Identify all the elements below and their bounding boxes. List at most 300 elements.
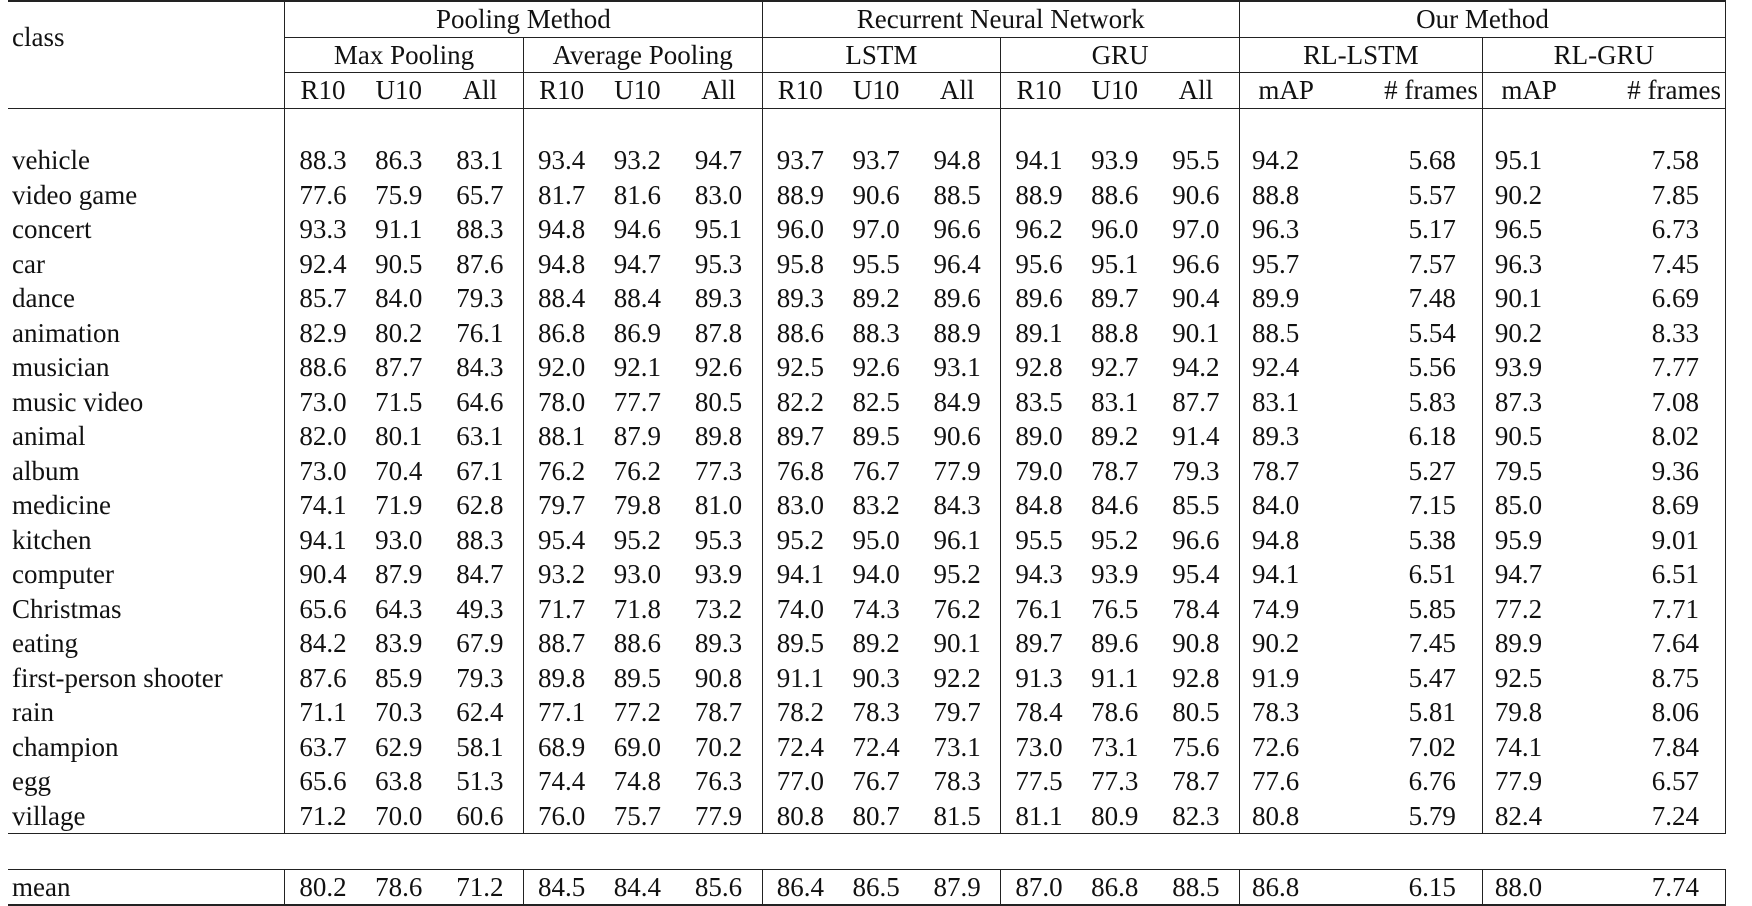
table-row	[8, 212, 1726, 247]
value-cell: 82.0	[285, 419, 361, 454]
value-cell: 87.6	[456, 248, 504, 279]
value-cell: 95.8	[762, 247, 838, 282]
value-cell: 90.2	[1239, 626, 1332, 661]
value-cell: 95.5	[1172, 145, 1220, 176]
group-header-ours: Our Method	[1239, 1, 1725, 37]
value-cell: 91.3	[1001, 661, 1077, 696]
class-column-header: class	[8, 1, 285, 73]
value-cell: 88.1	[523, 419, 599, 454]
value-cell: 95.9	[1482, 523, 1575, 558]
gap-cell	[1482, 834, 1575, 870]
subcolumn-header: U10	[838, 73, 914, 109]
method-header-rl-gru: RL-GRU	[1482, 37, 1725, 73]
subcolumn-header: mAP	[1239, 73, 1332, 109]
value-cell: 64.6	[456, 386, 504, 417]
value-cell: 71.8	[613, 593, 662, 624]
gap-cell	[914, 108, 1001, 143]
value-cell: 9.36	[1575, 454, 1725, 489]
value-cell: 95.2	[933, 559, 981, 590]
value-cell: 78.3	[933, 766, 981, 797]
value-cell: 89.3	[694, 283, 743, 314]
value-cell: 65.6	[285, 592, 361, 627]
value-cell: 86.8	[1239, 869, 1332, 905]
gap-cell	[8, 108, 285, 143]
subcolumn-header: R10	[285, 73, 361, 109]
value-cell: 93.9	[694, 559, 743, 590]
subcolumn-header: # frames	[1332, 73, 1482, 109]
value-cell: 88.6	[613, 628, 662, 659]
value-cell: 94.7	[1482, 557, 1575, 592]
class-name-cell: medicine	[12, 490, 111, 521]
value-cell: 89.3	[1239, 419, 1332, 454]
subcolumn-header: All	[675, 73, 762, 109]
value-cell: 6.57	[1575, 764, 1725, 799]
table-body	[8, 108, 1726, 834]
value-cell: 89.8	[694, 421, 743, 452]
value-cell: 93.2	[613, 145, 662, 176]
subcolumn-header: R10	[1001, 73, 1077, 109]
value-cell: 95.1	[694, 214, 743, 245]
value-cell: 5.38	[1408, 524, 1456, 555]
value-cell: 87.7	[375, 352, 423, 383]
value-cell: 64.3	[375, 593, 423, 624]
class-name-cell: mean	[8, 869, 285, 905]
value-cell: 75.7	[613, 800, 662, 831]
value-cell: 83.0	[762, 488, 838, 523]
value-cell: 83.2	[852, 490, 900, 521]
value-cell: 5.27	[1408, 455, 1456, 486]
value-cell: 94.1	[1239, 557, 1332, 592]
value-cell: 77.9	[694, 800, 743, 831]
value-cell: 85.5	[1172, 490, 1220, 521]
value-cell: 87.8	[694, 317, 743, 348]
value-cell: 96.0	[1091, 214, 1139, 245]
value-cell: 7.15	[1408, 490, 1456, 521]
value-cell: 78.7	[694, 697, 743, 728]
table-row	[8, 454, 1726, 489]
value-cell: 76.2	[523, 454, 599, 489]
value-cell: 94.7	[613, 248, 662, 279]
value-cell: 79.0	[1001, 454, 1077, 489]
value-cell: 70.2	[694, 731, 743, 762]
value-cell: 92.0	[523, 350, 599, 385]
class-name-cell: kitchen	[12, 524, 92, 555]
value-cell: 6.15	[1332, 869, 1482, 905]
value-cell: 84.8	[1001, 488, 1077, 523]
value-cell: 96.2	[1001, 212, 1077, 247]
gap-cell	[437, 108, 524, 143]
table-row	[8, 385, 1726, 420]
value-cell: 90.1	[933, 628, 981, 659]
value-cell: 73.0	[285, 454, 361, 489]
value-cell: 89.5	[762, 626, 838, 661]
value-cell: 75.6	[1172, 731, 1220, 762]
value-cell: 8.06	[1575, 695, 1725, 730]
gap-cell	[1575, 834, 1725, 870]
value-cell: 70.4	[375, 455, 423, 486]
value-cell: 89.7	[762, 419, 838, 454]
value-cell: 88.3	[852, 317, 900, 348]
value-cell: 92.7	[1091, 352, 1139, 383]
table-row	[8, 281, 1726, 316]
value-cell: 76.7	[852, 455, 900, 486]
table-row	[8, 557, 1726, 592]
value-cell: 89.8	[523, 661, 599, 696]
value-cell: 7.45	[1408, 628, 1456, 659]
value-cell: 88.3	[456, 214, 504, 245]
value-cell: 77.0	[762, 764, 838, 799]
value-cell: 71.2	[285, 799, 361, 834]
value-cell: 86.9	[613, 317, 662, 348]
value-cell: 96.1	[933, 524, 981, 555]
gap-cell	[523, 108, 599, 143]
table-row	[8, 143, 1726, 178]
value-cell: 73.1	[1091, 731, 1139, 762]
value-cell: 83.9	[375, 628, 423, 659]
value-cell: 89.7	[1091, 283, 1139, 314]
value-cell: 7.24	[1575, 799, 1725, 834]
value-cell: 94.8	[523, 247, 599, 282]
value-cell: 78.3	[1239, 695, 1332, 730]
value-cell: 84.3	[456, 352, 504, 383]
table-row	[8, 695, 1726, 730]
value-cell: 69.0	[613, 731, 662, 762]
subcolumn-header: All	[914, 73, 1001, 109]
value-cell: 87.3	[1482, 385, 1575, 420]
gap-cell	[1153, 834, 1240, 870]
results-table	[8, 0, 1726, 906]
value-cell: 91.1	[375, 214, 423, 245]
subcolumn-header: # frames	[1575, 73, 1725, 109]
method-header-average-pooling: Average Pooling	[523, 37, 762, 73]
value-cell: 87.6	[285, 661, 361, 696]
value-cell: 88.3	[456, 524, 504, 555]
value-cell: 87.9	[613, 421, 662, 452]
value-cell: 63.7	[285, 730, 361, 765]
value-cell: 91.1	[762, 661, 838, 696]
gap-cell	[523, 834, 599, 870]
value-cell: 81.5	[933, 800, 981, 831]
value-cell: 84.9	[933, 386, 981, 417]
value-cell: 76.1	[1001, 592, 1077, 627]
value-cell: 88.8	[1239, 178, 1332, 213]
subcolumn-header: mAP	[1482, 73, 1575, 109]
table-row	[8, 316, 1726, 351]
value-cell: 82.3	[1172, 800, 1220, 831]
value-cell: 91.1	[1091, 662, 1139, 693]
value-cell: 49.3	[456, 593, 504, 624]
value-cell: 71.1	[285, 695, 361, 730]
value-cell: 93.4	[523, 143, 599, 178]
value-cell: 93.2	[523, 557, 599, 592]
value-cell: 79.7	[933, 697, 981, 728]
value-cell: 7.84	[1575, 730, 1725, 765]
value-cell: 63.8	[375, 766, 423, 797]
value-cell: 92.8	[1001, 350, 1077, 385]
value-cell: 74.1	[285, 488, 361, 523]
value-cell: 90.5	[375, 248, 423, 279]
value-cell: 5.81	[1408, 697, 1456, 728]
class-name-cell: car	[12, 248, 45, 279]
value-cell: 62.9	[375, 731, 423, 762]
value-cell: 88.7	[523, 626, 599, 661]
value-cell: 82.4	[1482, 799, 1575, 834]
value-cell: 93.3	[285, 212, 361, 247]
value-cell: 88.6	[762, 316, 838, 351]
value-cell: 8.02	[1575, 419, 1725, 454]
value-cell: 92.5	[1482, 661, 1575, 696]
value-cell: 84.5	[523, 869, 599, 905]
value-cell: 95.7	[1239, 247, 1332, 282]
value-cell: 89.1	[1001, 316, 1077, 351]
value-cell: 93.0	[613, 559, 662, 590]
value-cell: 97.0	[852, 214, 900, 245]
value-cell: 89.6	[933, 283, 981, 314]
value-cell: 93.9	[1091, 559, 1139, 590]
value-cell: 77.6	[1239, 764, 1332, 799]
value-cell: 72.4	[852, 731, 900, 762]
value-cell: 7.77	[1575, 350, 1725, 385]
value-cell: 97.0	[1172, 214, 1220, 245]
value-cell: 89.5	[852, 421, 900, 452]
header-gap	[8, 108, 1726, 143]
value-cell: 86.8	[1077, 869, 1153, 905]
value-cell: 90.4	[1172, 283, 1220, 314]
mean-row	[8, 869, 1726, 905]
value-cell: 95.3	[694, 524, 743, 555]
value-cell: 88.8	[1091, 317, 1139, 348]
value-cell: 6.51	[1408, 559, 1456, 590]
value-cell: 7.45	[1575, 247, 1725, 282]
value-cell: 88.9	[762, 178, 838, 213]
value-cell: 94.8	[933, 145, 981, 176]
value-cell: 80.2	[285, 869, 361, 905]
subcolumn-header: U10	[599, 73, 675, 109]
gap-cell	[838, 108, 914, 143]
gap-cell	[599, 834, 675, 870]
value-cell: 95.6	[1001, 247, 1077, 282]
value-cell: 95.5	[852, 248, 900, 279]
value-cell: 88.4	[523, 281, 599, 316]
value-cell: 77.9	[1482, 764, 1575, 799]
value-cell: 51.3	[456, 766, 504, 797]
value-cell: 88.6	[1091, 179, 1139, 210]
value-cell: 5.54	[1408, 317, 1456, 348]
value-cell: 65.6	[285, 764, 361, 799]
value-cell: 7.85	[1575, 178, 1725, 213]
value-cell: 96.3	[1239, 212, 1332, 247]
value-cell: 7.02	[1408, 731, 1456, 762]
value-cell: 73.2	[694, 593, 743, 624]
value-cell: 88.5	[1153, 869, 1240, 905]
class-name-cell: album	[12, 455, 80, 486]
class-name-cell: village	[12, 800, 86, 831]
value-cell: 95.0	[852, 524, 900, 555]
value-cell: 74.3	[852, 593, 900, 624]
value-cell: 5.85	[1408, 593, 1456, 624]
value-cell: 78.4	[1001, 695, 1077, 730]
class-name-cell: computer	[12, 559, 114, 590]
value-cell: 62.4	[456, 697, 504, 728]
gap-cell	[1077, 108, 1153, 143]
gap-cell	[1482, 108, 1575, 143]
value-cell: 73.0	[1001, 730, 1077, 765]
value-cell: 90.4	[285, 557, 361, 592]
value-cell: 89.9	[1239, 281, 1332, 316]
value-cell: 76.5	[1091, 593, 1139, 624]
value-cell: 6.51	[1575, 557, 1725, 592]
value-cell: 78.4	[1172, 593, 1220, 624]
value-cell: 84.0	[1239, 488, 1332, 523]
value-cell: 87.9	[914, 869, 1001, 905]
value-cell: 75.9	[375, 179, 423, 210]
table-mean	[8, 834, 1726, 906]
table-row	[8, 764, 1726, 799]
class-name-cell: first-person shooter	[12, 662, 223, 693]
value-cell: 78.7	[1172, 766, 1220, 797]
class-name-cell: Christmas	[12, 593, 122, 624]
subcolumn-header: U10	[361, 73, 437, 109]
value-cell: 74.9	[1239, 592, 1332, 627]
class-name-cell: egg	[12, 766, 51, 797]
value-cell: 79.5	[1482, 454, 1575, 489]
value-cell: 80.8	[762, 799, 838, 834]
value-cell: 89.2	[1091, 421, 1139, 452]
value-cell: 90.8	[1172, 628, 1220, 659]
value-cell: 5.83	[1408, 386, 1456, 417]
value-cell: 84.3	[933, 490, 981, 521]
value-cell: 77.2	[1482, 592, 1575, 627]
value-cell: 74.1	[1482, 730, 1575, 765]
value-cell: 87.0	[1001, 869, 1077, 905]
value-cell: 94.7	[694, 145, 743, 176]
value-cell: 6.73	[1575, 212, 1725, 247]
value-cell: 58.1	[456, 731, 504, 762]
value-cell: 89.2	[852, 283, 900, 314]
group-header-pooling: Pooling Method	[285, 1, 762, 37]
value-cell: 88.9	[1001, 178, 1077, 213]
value-cell: 77.2	[613, 697, 662, 728]
value-cell: 7.48	[1408, 283, 1456, 314]
gap-cell	[361, 108, 437, 143]
value-cell: 88.3	[285, 143, 361, 178]
value-cell: 67.1	[456, 455, 504, 486]
value-cell: 63.1	[456, 421, 504, 452]
value-cell: 86.3	[375, 145, 423, 176]
value-cell: 65.7	[456, 179, 504, 210]
value-cell: 93.7	[852, 145, 900, 176]
value-cell: 87.9	[375, 559, 423, 590]
value-cell: 88.6	[285, 350, 361, 385]
value-cell: 70.0	[375, 800, 423, 831]
value-cell: 93.0	[375, 524, 423, 555]
value-cell: 96.6	[1172, 524, 1220, 555]
value-cell: 77.3	[1091, 766, 1139, 797]
value-cell: 95.2	[1091, 524, 1139, 555]
value-cell: 79.3	[456, 662, 504, 693]
subcolumn-header: All	[437, 73, 524, 109]
value-cell: 90.3	[852, 662, 900, 693]
table-row	[8, 661, 1726, 696]
value-cell: 89.6	[1091, 628, 1139, 659]
value-cell: 95.1	[1482, 143, 1575, 178]
value-cell: 81.1	[1001, 799, 1077, 834]
value-cell: 6.69	[1575, 281, 1725, 316]
value-cell: 95.3	[694, 248, 743, 279]
gap-cell	[361, 834, 437, 870]
value-cell: 93.9	[1482, 350, 1575, 385]
value-cell: 71.5	[375, 386, 423, 417]
mean-gap	[8, 834, 1726, 870]
table-row	[8, 178, 1726, 213]
value-cell: 94.1	[1001, 143, 1077, 178]
method-header-max-pooling: Max Pooling	[285, 37, 524, 73]
value-cell: 90.2	[1482, 178, 1575, 213]
value-cell: 74.8	[613, 766, 662, 797]
value-cell: 8.33	[1575, 316, 1725, 351]
value-cell: 95.5	[1001, 523, 1077, 558]
value-cell: 80.5	[1172, 697, 1220, 728]
value-cell: 92.4	[1239, 350, 1332, 385]
value-cell: 96.3	[1482, 247, 1575, 282]
value-cell: 76.8	[762, 454, 838, 489]
value-cell: 96.6	[933, 214, 981, 245]
value-cell: 93.1	[933, 352, 981, 383]
gap-cell	[1239, 834, 1332, 870]
value-cell: 89.7	[1001, 626, 1077, 661]
value-cell: 89.3	[762, 281, 838, 316]
value-cell: 88.5	[933, 179, 981, 210]
value-cell: 7.74	[1575, 869, 1725, 905]
value-cell: 86.5	[838, 869, 914, 905]
gap-cell	[1575, 108, 1725, 143]
value-cell: 90.1	[1482, 281, 1575, 316]
value-cell: 94.3	[1001, 557, 1077, 592]
value-cell: 78.6	[361, 869, 437, 905]
value-cell: 94.8	[1239, 523, 1332, 558]
value-cell: 95.1	[1091, 248, 1139, 279]
value-cell: 74.0	[762, 592, 838, 627]
value-cell: 77.6	[285, 178, 361, 213]
value-cell: 92.1	[613, 352, 662, 383]
gap-cell	[1001, 834, 1077, 870]
value-cell: 90.5	[1482, 419, 1575, 454]
value-cell: 62.8	[456, 490, 504, 521]
value-cell: 92.6	[694, 352, 743, 383]
class-name-cell: animal	[12, 421, 86, 452]
class-name-cell: dance	[12, 283, 75, 314]
gap-cell	[1332, 834, 1482, 870]
value-cell: 81.7	[523, 178, 599, 213]
value-cell: 90.8	[694, 662, 743, 693]
value-cell: 81.6	[613, 179, 662, 210]
value-cell: 92.2	[933, 662, 981, 693]
class-name-cell: eating	[12, 628, 78, 659]
value-cell: 80.1	[375, 421, 423, 452]
value-cell: 90.6	[852, 179, 900, 210]
table-row	[8, 523, 1726, 558]
value-cell: 94.8	[523, 212, 599, 247]
method-header-rl-lstm: RL-LSTM	[1239, 37, 1482, 73]
gap-cell	[1077, 834, 1153, 870]
value-cell: 89.5	[613, 662, 662, 693]
value-cell: 68.9	[523, 730, 599, 765]
value-cell: 85.0	[1482, 488, 1575, 523]
value-cell: 96.5	[1482, 212, 1575, 247]
table-row	[8, 419, 1726, 454]
table-row	[8, 247, 1726, 282]
value-cell: 84.2	[285, 626, 361, 661]
